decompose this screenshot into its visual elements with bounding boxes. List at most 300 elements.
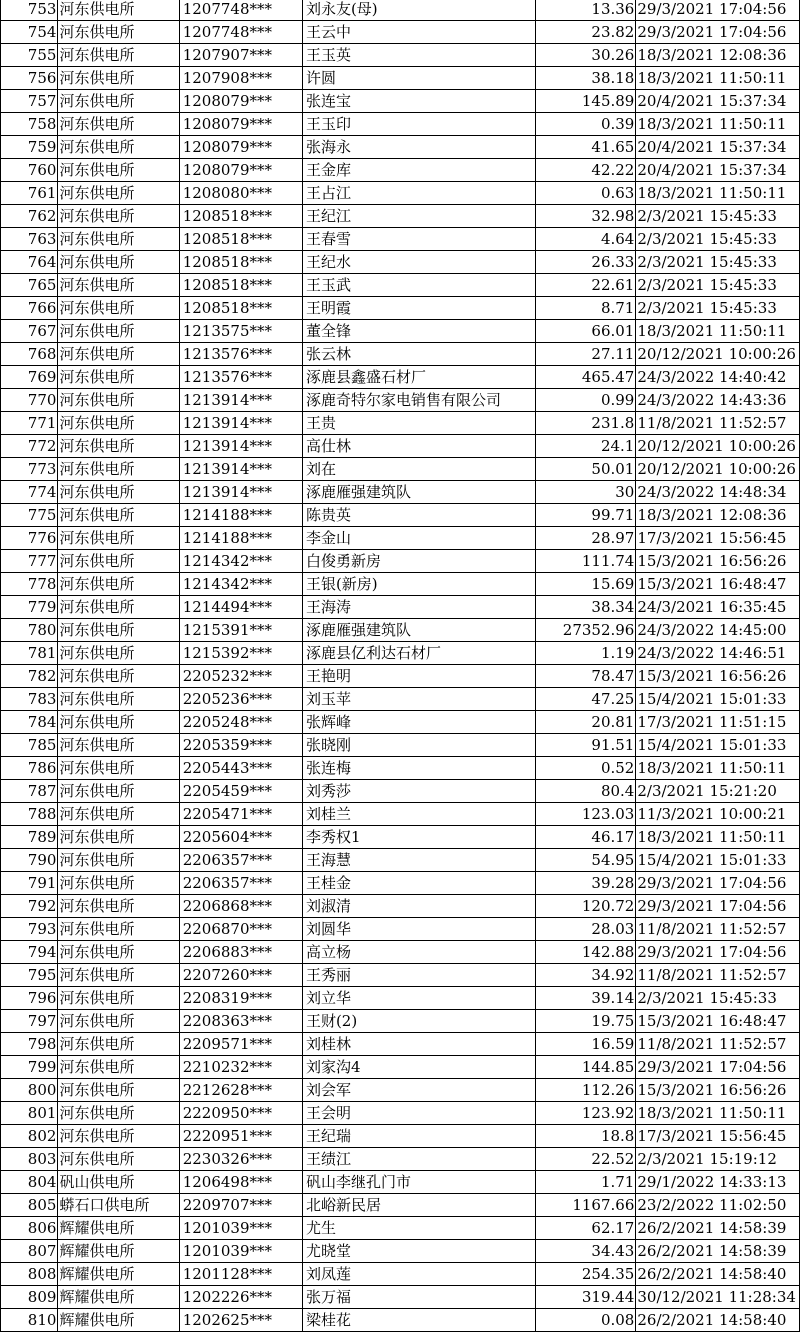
table-row bbox=[1, 1148, 800, 1171]
customer-name-cell: 梁桂花 bbox=[302, 1309, 535, 1332]
account-number-cell: 1214342*** bbox=[179, 573, 302, 596]
table-row bbox=[1, 228, 800, 251]
station-cell: 河东供电所 bbox=[58, 596, 179, 619]
table-row bbox=[1, 780, 800, 803]
station-cell: 河东供电所 bbox=[58, 1102, 179, 1125]
customer-name-cell: 涿鹿县亿利达石材厂 bbox=[302, 642, 535, 665]
datetime-cell: 18/3/2021 11:50:11 bbox=[636, 1102, 800, 1125]
customer-name-cell: 刘桂林 bbox=[302, 1033, 535, 1056]
station-cell: 河东供电所 bbox=[58, 964, 179, 987]
table-row bbox=[1, 1171, 800, 1194]
customer-name-cell: 王纪水 bbox=[302, 251, 535, 274]
customer-name-cell: 张连梅 bbox=[302, 757, 535, 780]
customer-name-cell: 李金山 bbox=[302, 527, 535, 550]
table-row bbox=[1, 1217, 800, 1240]
datetime-cell: 15/4/2021 15:01:33 bbox=[636, 688, 800, 711]
table-row bbox=[1, 1056, 800, 1079]
table-row bbox=[1, 182, 800, 205]
table-row bbox=[1, 67, 800, 90]
row-number-cell: 759 bbox=[1, 136, 58, 159]
account-number-cell: 1214188*** bbox=[179, 527, 302, 550]
station-cell: 河东供电所 bbox=[58, 1079, 179, 1102]
station-cell: 河东供电所 bbox=[58, 504, 179, 527]
datetime-cell: 20/4/2021 15:37:34 bbox=[636, 136, 800, 159]
table-row bbox=[1, 642, 800, 665]
datetime-cell: 26/2/2021 14:58:39 bbox=[636, 1240, 800, 1263]
account-number-cell: 2206870*** bbox=[179, 918, 302, 941]
table-row bbox=[1, 849, 800, 872]
customer-name-cell: 高仕林 bbox=[302, 435, 535, 458]
amount-cell: 18.8 bbox=[535, 1125, 635, 1148]
table-row bbox=[1, 320, 800, 343]
row-number-cell: 784 bbox=[1, 711, 58, 734]
customer-name-cell: 王玉英 bbox=[302, 44, 535, 67]
row-number-cell: 774 bbox=[1, 481, 58, 504]
amount-cell: 8.71 bbox=[535, 297, 635, 320]
account-number-cell: 1208079*** bbox=[179, 159, 302, 182]
row-number-cell: 798 bbox=[1, 1033, 58, 1056]
station-cell: 河东供电所 bbox=[58, 803, 179, 826]
row-number-cell: 810 bbox=[1, 1309, 58, 1332]
station-cell: 河东供电所 bbox=[58, 895, 179, 918]
account-number-cell: 1202226*** bbox=[179, 1286, 302, 1309]
amount-cell: 0.39 bbox=[535, 113, 635, 136]
amount-cell: 20.81 bbox=[535, 711, 635, 734]
row-number-cell: 799 bbox=[1, 1056, 58, 1079]
customer-name-cell: 刘圆华 bbox=[302, 918, 535, 941]
account-number-cell: 1206498*** bbox=[179, 1171, 302, 1194]
amount-cell: 80.4 bbox=[535, 780, 635, 803]
datetime-cell: 2/3/2021 15:45:33 bbox=[636, 274, 800, 297]
datetime-cell: 24/3/2022 14:46:51 bbox=[636, 642, 800, 665]
row-number-cell: 776 bbox=[1, 527, 58, 550]
row-number-cell: 775 bbox=[1, 504, 58, 527]
row-number-cell: 790 bbox=[1, 849, 58, 872]
table-row bbox=[1, 941, 800, 964]
datetime-cell: 24/3/2022 14:40:42 bbox=[636, 366, 800, 389]
customer-name-cell: 许圆 bbox=[302, 67, 535, 90]
amount-cell: 19.75 bbox=[535, 1010, 635, 1033]
row-number-cell: 755 bbox=[1, 44, 58, 67]
station-cell: 河东供电所 bbox=[58, 182, 179, 205]
datetime-cell: 15/3/2021 16:56:26 bbox=[636, 550, 800, 573]
customer-name-cell: 王秀丽 bbox=[302, 964, 535, 987]
amount-cell: 231.8 bbox=[535, 412, 635, 435]
customer-name-cell: 矾山李继孔门市 bbox=[302, 1171, 535, 1194]
datetime-cell: 20/12/2021 10:00:26 bbox=[636, 458, 800, 481]
customer-name-cell: 涿鹿县鑫盛石材厂 bbox=[302, 366, 535, 389]
station-cell: 河东供电所 bbox=[58, 366, 179, 389]
customer-name-cell: 涿鹿雁强建筑队 bbox=[302, 619, 535, 642]
amount-cell: 38.18 bbox=[535, 67, 635, 90]
account-number-cell: 2206868*** bbox=[179, 895, 302, 918]
account-number-cell: 2210232*** bbox=[179, 1056, 302, 1079]
customer-name-cell: 刘会军 bbox=[302, 1079, 535, 1102]
account-number-cell: 2205359*** bbox=[179, 734, 302, 757]
station-cell: 辉耀供电所 bbox=[58, 1217, 179, 1240]
table-row bbox=[1, 711, 800, 734]
station-cell: 辉耀供电所 bbox=[58, 1263, 179, 1286]
amount-cell: 142.88 bbox=[535, 941, 635, 964]
datetime-cell: 29/3/2021 17:04:56 bbox=[636, 0, 800, 21]
amount-cell: 26.33 bbox=[535, 251, 635, 274]
row-number-cell: 803 bbox=[1, 1148, 58, 1171]
table-row bbox=[1, 573, 800, 596]
customer-name-cell: 张海永 bbox=[302, 136, 535, 159]
row-number-cell: 805 bbox=[1, 1194, 58, 1217]
amount-cell: 465.47 bbox=[535, 366, 635, 389]
row-number-cell: 780 bbox=[1, 619, 58, 642]
customer-name-cell: 王桂金 bbox=[302, 872, 535, 895]
row-number-cell: 807 bbox=[1, 1240, 58, 1263]
account-number-cell: 2206883*** bbox=[179, 941, 302, 964]
station-cell: 河东供电所 bbox=[58, 688, 179, 711]
datetime-cell: 18/3/2021 12:08:36 bbox=[636, 504, 800, 527]
amount-cell: 27352.96 bbox=[535, 619, 635, 642]
datetime-cell: 2/3/2021 15:45:33 bbox=[636, 987, 800, 1010]
table-row bbox=[1, 1125, 800, 1148]
row-number-cell: 768 bbox=[1, 343, 58, 366]
customer-name-cell: 刘桂兰 bbox=[302, 803, 535, 826]
datetime-cell: 20/4/2021 15:37:34 bbox=[636, 159, 800, 182]
station-cell: 河东供电所 bbox=[58, 527, 179, 550]
station-cell: 河东供电所 bbox=[58, 987, 179, 1010]
station-cell: 河东供电所 bbox=[58, 1125, 179, 1148]
table-row bbox=[1, 1263, 800, 1286]
customer-name-cell: 王财(2) bbox=[302, 1010, 535, 1033]
station-cell: 河东供电所 bbox=[58, 849, 179, 872]
amount-cell: 22.52 bbox=[535, 1148, 635, 1171]
station-cell: 河东供电所 bbox=[58, 90, 179, 113]
datetime-cell: 18/3/2021 12:08:36 bbox=[636, 44, 800, 67]
account-number-cell: 2205236*** bbox=[179, 688, 302, 711]
row-number-cell: 783 bbox=[1, 688, 58, 711]
table-row bbox=[1, 136, 800, 159]
table-row bbox=[1, 803, 800, 826]
row-number-cell: 802 bbox=[1, 1125, 58, 1148]
table-row bbox=[1, 343, 800, 366]
station-cell: 河东供电所 bbox=[58, 113, 179, 136]
amount-cell: 34.43 bbox=[535, 1240, 635, 1263]
customer-name-cell: 尤生 bbox=[302, 1217, 535, 1240]
row-number-cell: 764 bbox=[1, 251, 58, 274]
table-row bbox=[1, 895, 800, 918]
row-number-cell: 791 bbox=[1, 872, 58, 895]
amount-cell: 0.08 bbox=[535, 1309, 635, 1332]
account-number-cell: 1213914*** bbox=[179, 481, 302, 504]
station-cell: 河东供电所 bbox=[58, 1056, 179, 1079]
station-cell: 河东供电所 bbox=[58, 481, 179, 504]
datetime-cell: 2/3/2021 15:45:33 bbox=[636, 205, 800, 228]
account-number-cell: 1207748*** bbox=[179, 21, 302, 44]
row-number-cell: 793 bbox=[1, 918, 58, 941]
amount-cell: 120.72 bbox=[535, 895, 635, 918]
row-number-cell: 761 bbox=[1, 182, 58, 205]
station-cell: 河东供电所 bbox=[58, 872, 179, 895]
datetime-cell: 20/4/2021 15:37:34 bbox=[636, 90, 800, 113]
row-number-cell: 767 bbox=[1, 320, 58, 343]
datetime-cell: 29/3/2021 17:04:56 bbox=[636, 895, 800, 918]
account-number-cell: 1208518*** bbox=[179, 297, 302, 320]
datetime-cell: 29/3/2021 17:04:56 bbox=[636, 1056, 800, 1079]
customer-name-cell: 王会明 bbox=[302, 1102, 535, 1125]
amount-cell: 23.82 bbox=[535, 21, 635, 44]
station-cell: 河东供电所 bbox=[58, 757, 179, 780]
station-cell: 河东供电所 bbox=[58, 0, 179, 21]
amount-cell: 24.1 bbox=[535, 435, 635, 458]
account-number-cell: 2209571*** bbox=[179, 1033, 302, 1056]
row-number-cell: 788 bbox=[1, 803, 58, 826]
amount-cell: 0.52 bbox=[535, 757, 635, 780]
row-number-cell: 765 bbox=[1, 274, 58, 297]
customer-name-cell: 刘家沟4 bbox=[302, 1056, 535, 1079]
datetime-cell: 20/12/2021 10:00:26 bbox=[636, 435, 800, 458]
amount-cell: 54.95 bbox=[535, 849, 635, 872]
customer-name-cell: 张晓刚 bbox=[302, 734, 535, 757]
datetime-cell: 18/3/2021 11:50:11 bbox=[636, 113, 800, 136]
table-row bbox=[1, 412, 800, 435]
amount-cell: 111.74 bbox=[535, 550, 635, 573]
account-number-cell: 1207908*** bbox=[179, 67, 302, 90]
station-cell: 河东供电所 bbox=[58, 734, 179, 757]
amount-cell: 39.28 bbox=[535, 872, 635, 895]
table-row bbox=[1, 481, 800, 504]
account-number-cell: 2230326*** bbox=[179, 1148, 302, 1171]
amount-cell: 38.34 bbox=[535, 596, 635, 619]
row-number-cell: 757 bbox=[1, 90, 58, 113]
amount-cell: 112.26 bbox=[535, 1079, 635, 1102]
customer-name-cell: 王纪瑞 bbox=[302, 1125, 535, 1148]
station-cell: 辉耀供电所 bbox=[58, 1240, 179, 1263]
account-number-cell: 1201128*** bbox=[179, 1263, 302, 1286]
customer-name-cell: 王贵 bbox=[302, 412, 535, 435]
datetime-cell: 24/3/2022 14:43:36 bbox=[636, 389, 800, 412]
table-row bbox=[1, 1010, 800, 1033]
station-cell: 河东供电所 bbox=[58, 205, 179, 228]
table-row bbox=[1, 435, 800, 458]
amount-cell: 39.14 bbox=[535, 987, 635, 1010]
datetime-cell: 2/3/2021 15:45:33 bbox=[636, 228, 800, 251]
station-cell: 河东供电所 bbox=[58, 458, 179, 481]
customer-name-cell: 王玉印 bbox=[302, 113, 535, 136]
datetime-cell: 11/8/2021 11:52:57 bbox=[636, 412, 800, 435]
row-number-cell: 781 bbox=[1, 642, 58, 665]
customer-name-cell: 尤晓堂 bbox=[302, 1240, 535, 1263]
account-number-cell: 1213914*** bbox=[179, 412, 302, 435]
table-row bbox=[1, 1194, 800, 1217]
station-cell: 蟒石口供电所 bbox=[58, 1194, 179, 1217]
datetime-cell: 29/3/2021 17:04:56 bbox=[636, 21, 800, 44]
station-cell: 河东供电所 bbox=[58, 159, 179, 182]
datetime-cell: 15/3/2021 16:56:26 bbox=[636, 1079, 800, 1102]
customer-name-cell: 陈贵英 bbox=[302, 504, 535, 527]
row-number-cell: 753 bbox=[1, 0, 58, 21]
datetime-cell: 2/3/2021 15:19:12 bbox=[636, 1148, 800, 1171]
customer-name-cell: 王玉武 bbox=[302, 274, 535, 297]
table-row bbox=[1, 527, 800, 550]
station-cell: 河东供电所 bbox=[58, 665, 179, 688]
row-number-cell: 778 bbox=[1, 573, 58, 596]
station-cell: 河东供电所 bbox=[58, 136, 179, 159]
datetime-cell: 29/3/2021 17:04:56 bbox=[636, 941, 800, 964]
customer-name-cell: 涿鹿奇特尔家电销售有限公司 bbox=[302, 389, 535, 412]
table-row bbox=[1, 918, 800, 941]
amount-cell: 319.44 bbox=[535, 1286, 635, 1309]
account-number-cell: 2206357*** bbox=[179, 849, 302, 872]
account-number-cell: 1213914*** bbox=[179, 389, 302, 412]
datetime-cell: 24/3/2022 14:48:34 bbox=[636, 481, 800, 504]
table-row bbox=[1, 688, 800, 711]
customer-name-cell: 刘在 bbox=[302, 458, 535, 481]
amount-cell: 4.64 bbox=[535, 228, 635, 251]
datetime-cell: 11/8/2021 11:52:57 bbox=[636, 918, 800, 941]
amount-cell: 0.99 bbox=[535, 389, 635, 412]
amount-cell: 1167.66 bbox=[535, 1194, 635, 1217]
datetime-cell: 26/2/2021 14:58:40 bbox=[636, 1263, 800, 1286]
station-cell: 河东供电所 bbox=[58, 389, 179, 412]
amount-cell: 78.47 bbox=[535, 665, 635, 688]
datetime-cell: 17/3/2021 15:56:45 bbox=[636, 1125, 800, 1148]
table-row bbox=[1, 389, 800, 412]
row-number-cell: 796 bbox=[1, 987, 58, 1010]
customer-name-cell: 王艳明 bbox=[302, 665, 535, 688]
station-cell: 河东供电所 bbox=[58, 780, 179, 803]
customer-name-cell: 北峪新民居 bbox=[302, 1194, 535, 1217]
table-row bbox=[1, 619, 800, 642]
amount-cell: 27.11 bbox=[535, 343, 635, 366]
customer-name-cell: 董全锋 bbox=[302, 320, 535, 343]
account-number-cell: 2205604*** bbox=[179, 826, 302, 849]
table-body bbox=[1, 0, 800, 1332]
account-number-cell: 2205443*** bbox=[179, 757, 302, 780]
datetime-cell: 15/4/2021 15:01:33 bbox=[636, 734, 800, 757]
row-number-cell: 806 bbox=[1, 1217, 58, 1240]
datetime-cell: 2/3/2021 15:21:20 bbox=[636, 780, 800, 803]
datetime-cell: 11/8/2021 11:52:57 bbox=[636, 964, 800, 987]
row-number-cell: 769 bbox=[1, 366, 58, 389]
row-number-cell: 795 bbox=[1, 964, 58, 987]
table-row bbox=[1, 504, 800, 527]
row-number-cell: 754 bbox=[1, 21, 58, 44]
station-cell: 河东供电所 bbox=[58, 228, 179, 251]
customer-name-cell: 张辉峰 bbox=[302, 711, 535, 734]
row-number-cell: 804 bbox=[1, 1171, 58, 1194]
customer-name-cell: 刘凤莲 bbox=[302, 1263, 535, 1286]
row-number-cell: 779 bbox=[1, 596, 58, 619]
account-number-cell: 1208518*** bbox=[179, 274, 302, 297]
amount-cell: 15.69 bbox=[535, 573, 635, 596]
customer-name-cell: 张云林 bbox=[302, 343, 535, 366]
amount-cell: 66.01 bbox=[535, 320, 635, 343]
amount-cell: 16.59 bbox=[535, 1033, 635, 1056]
account-number-cell: 1214188*** bbox=[179, 504, 302, 527]
row-number-cell: 758 bbox=[1, 113, 58, 136]
amount-cell: 62.17 bbox=[535, 1217, 635, 1240]
station-cell: 河东供电所 bbox=[58, 412, 179, 435]
customer-name-cell: 王占江 bbox=[302, 182, 535, 205]
datetime-cell: 20/12/2021 10:00:26 bbox=[636, 343, 800, 366]
station-cell: 河东供电所 bbox=[58, 1010, 179, 1033]
station-cell: 河东供电所 bbox=[58, 343, 179, 366]
table-row bbox=[1, 550, 800, 573]
amount-cell: 254.35 bbox=[535, 1263, 635, 1286]
account-number-cell: 1202625*** bbox=[179, 1309, 302, 1332]
amount-cell: 30.26 bbox=[535, 44, 635, 67]
station-cell: 河东供电所 bbox=[58, 550, 179, 573]
datetime-cell: 18/3/2021 11:50:11 bbox=[636, 182, 800, 205]
row-number-cell: 770 bbox=[1, 389, 58, 412]
row-number-cell: 800 bbox=[1, 1079, 58, 1102]
row-number-cell: 763 bbox=[1, 228, 58, 251]
account-number-cell: 2220951*** bbox=[179, 1125, 302, 1148]
account-number-cell: 2208319*** bbox=[179, 987, 302, 1010]
table-row bbox=[1, 458, 800, 481]
account-number-cell: 1208518*** bbox=[179, 228, 302, 251]
station-cell: 辉耀供电所 bbox=[58, 1309, 179, 1332]
station-cell: 河东供电所 bbox=[58, 67, 179, 90]
customer-name-cell: 王纪江 bbox=[302, 205, 535, 228]
customer-name-cell: 高立杨 bbox=[302, 941, 535, 964]
datetime-cell: 30/12/2021 11:28:34 bbox=[636, 1286, 800, 1309]
customer-name-cell: 李秀权1 bbox=[302, 826, 535, 849]
amount-cell: 13.36 bbox=[535, 0, 635, 21]
account-number-cell: 1208518*** bbox=[179, 205, 302, 228]
amount-cell: 145.89 bbox=[535, 90, 635, 113]
account-number-cell: 1215391*** bbox=[179, 619, 302, 642]
table-row bbox=[1, 251, 800, 274]
datetime-cell: 15/3/2021 16:48:47 bbox=[636, 573, 800, 596]
station-cell: 河东供电所 bbox=[58, 1148, 179, 1171]
amount-cell: 50.01 bbox=[535, 458, 635, 481]
datetime-cell: 26/2/2021 14:58:40 bbox=[636, 1309, 800, 1332]
station-cell: 河东供电所 bbox=[58, 619, 179, 642]
account-number-cell: 1215392*** bbox=[179, 642, 302, 665]
row-number-cell: 766 bbox=[1, 297, 58, 320]
amount-cell: 99.71 bbox=[535, 504, 635, 527]
amount-cell: 28.97 bbox=[535, 527, 635, 550]
row-number-cell: 771 bbox=[1, 412, 58, 435]
table-row bbox=[1, 826, 800, 849]
account-number-cell: 2212628*** bbox=[179, 1079, 302, 1102]
table-row bbox=[1, 872, 800, 895]
amount-cell: 0.63 bbox=[535, 182, 635, 205]
row-number-cell: 785 bbox=[1, 734, 58, 757]
table-row bbox=[1, 596, 800, 619]
row-number-cell: 762 bbox=[1, 205, 58, 228]
station-cell: 河东供电所 bbox=[58, 21, 179, 44]
station-cell: 河东供电所 bbox=[58, 297, 179, 320]
datetime-cell: 17/3/2021 15:56:45 bbox=[636, 527, 800, 550]
row-number-cell: 797 bbox=[1, 1010, 58, 1033]
row-number-cell: 792 bbox=[1, 895, 58, 918]
amount-cell: 34.92 bbox=[535, 964, 635, 987]
account-number-cell: 1213914*** bbox=[179, 435, 302, 458]
account-number-cell: 2220950*** bbox=[179, 1102, 302, 1125]
table-row bbox=[1, 1102, 800, 1125]
table-row bbox=[1, 90, 800, 113]
amount-cell: 123.03 bbox=[535, 803, 635, 826]
table-row bbox=[1, 1309, 800, 1332]
row-number-cell: 794 bbox=[1, 941, 58, 964]
station-cell: 矾山供电所 bbox=[58, 1171, 179, 1194]
account-number-cell: 2208363*** bbox=[179, 1010, 302, 1033]
datetime-cell: 24/3/2021 16:35:45 bbox=[636, 596, 800, 619]
account-number-cell: 1208080*** bbox=[179, 182, 302, 205]
datetime-cell: 15/3/2021 16:48:47 bbox=[636, 1010, 800, 1033]
account-number-cell: 1214494*** bbox=[179, 596, 302, 619]
table-row bbox=[1, 21, 800, 44]
account-number-cell: 2205232*** bbox=[179, 665, 302, 688]
